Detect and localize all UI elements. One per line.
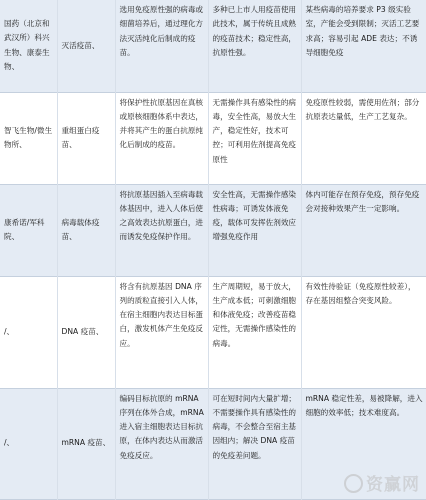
- company-cell: 国药（北京和武汉所）科兴生物、康泰生物、: [0, 0, 57, 92]
- table-row: [0, 276, 426, 388]
- vaccine-type-cell: DNA 疫苗、: [57, 276, 115, 388]
- watermark-text: 资赢网: [366, 475, 420, 495]
- principle-cell: 编码目标抗原的 mRNA 序列在体外合成，mRNA 进入宿主细胞表达目标抗原，在体内表达从而激活免疫反应。: [115, 388, 208, 499]
- company-cell: /、: [4, 326, 15, 336]
- principle-cell: 选用免疫原性强的病毒或细菌培养后，通过理化方法灭活纯化后制成的疫苗。: [115, 0, 208, 92]
- advantage-cell: 多种已上市人用疫苗使用此技术，属于传统且成熟的疫苗技术；稳定性高，抗原性强。: [208, 0, 301, 92]
- principle-cell: 将抗原基因插入至病毒载体基因中，进入人体后使之高效表达抗原蛋白，进而诱发免疫保护作用。: [115, 184, 208, 276]
- disadvantage-cell: 体内可能存在预存免疫，预存免疫会对接种效果产生一定影响。: [301, 184, 426, 276]
- table-row: [0, 184, 426, 276]
- table-row: [0, 92, 426, 184]
- watermark: [344, 470, 420, 495]
- vaccine-type-cell: 重组蛋白疫苗、: [57, 92, 115, 184]
- principle-cell: 将含有抗原基因 DNA 序列的质粒直接引入人体，在宿主细胞内表达目标蛋白，激发机体产生免疫反应。: [115, 276, 208, 388]
- advantage-cell: 安全性高，无需操作感染性病毒；可诱发体液免疫，载体可发挥佐剂效应增强免疫作用: [208, 184, 301, 276]
- disadvantage-cell: 有效性待验证（免疫原性较差），存在基因组整合突变风险。: [301, 276, 426, 388]
- disadvantage-cell: 免疫原性较弱，需使用佐剂；部分抗原表达量低，生产工艺复杂。: [301, 92, 426, 184]
- advantage-cell: 可在短时间内大量扩增；不需要操作具有感染性的病毒，不会整合至宿主基因组内；解决 DNA 疫苗的免疫差问题。: [208, 388, 301, 499]
- watermark-logo-icon: [344, 474, 363, 493]
- company-cell: /、: [0, 388, 57, 499]
- advantage-cell: 生产周期短，易于放大，生产成本低；可刺激细胞和体液免疫；改善疫苗稳定性，无需操作感染性的病毒。: [208, 276, 301, 388]
- advantage-cell: 无需操作具有感染性的病毒，安全性高，易放大生产，稳定性好，技术可控；可利用佐剂提高免疫原性: [208, 92, 301, 184]
- disadvantage-cell: 某些病毒的培养要求 P3 级实验室，产能会受到限制；灭活工艺要求高；容易引起 ADE 表达；不诱导细胞免疫: [301, 0, 426, 92]
- disadvantage-cell: mRNA 稳定性差，易被降解，进入细胞的效率低；技术难度高。: [301, 388, 426, 499]
- company-cell: 智飞生物/微生物所、: [4, 125, 53, 149]
- vaccine-type-cell: mRNA 疫苗、: [57, 388, 115, 499]
- company-cell: 康希诺/军科院、: [0, 184, 57, 276]
- vaccine-type-cell: 病毒载体疫苗、: [57, 184, 115, 276]
- principle-cell: 将保护性抗原基因在真核或原核细胞体系中表达，并将其产生的蛋白抗原纯化后制成的疫苗。: [115, 92, 208, 184]
- vaccine-type-cell: 灭活疫苗、: [57, 0, 115, 92]
- table-row: [0, 0, 426, 92]
